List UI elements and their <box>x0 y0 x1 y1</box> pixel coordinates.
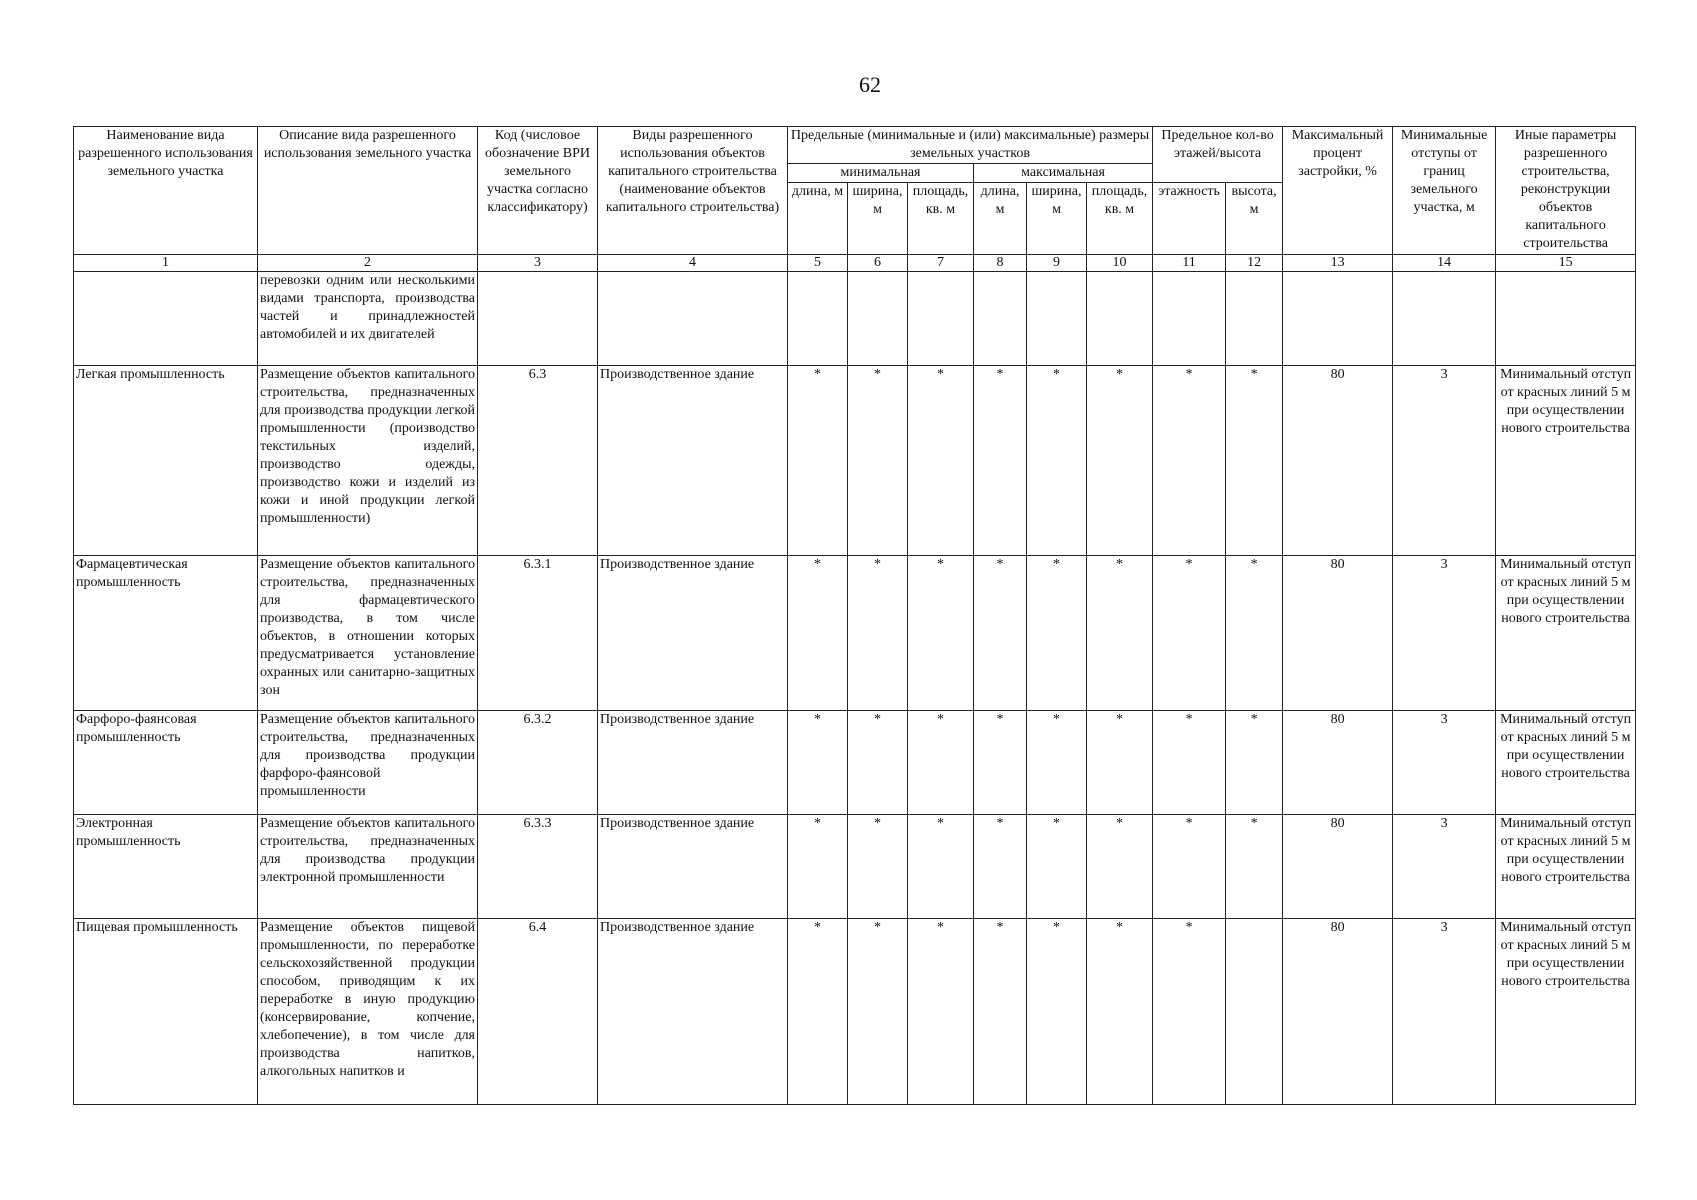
cell-min-offset: 3 <box>1393 366 1496 556</box>
table-row <box>74 815 1636 919</box>
header-min-offsets: Минимальные отступы от границ земельного участка, м <box>1393 127 1496 255</box>
cell-code: 6.3.2 <box>478 711 598 815</box>
header-min-width: ширина, м <box>848 183 908 255</box>
column-number: 5 <box>788 255 848 272</box>
column-number: 13 <box>1283 255 1393 272</box>
cell-min-area: * <box>908 919 974 1105</box>
cell-min-width <box>848 272 908 366</box>
cell-min-length <box>788 272 848 366</box>
cell-min-offset: 3 <box>1393 556 1496 711</box>
cell-code <box>478 272 598 366</box>
cell-max-length: * <box>974 815 1027 919</box>
cell-height: * <box>1226 815 1283 919</box>
cell-max-area: * <box>1087 919 1153 1105</box>
header-minimal: минимальная <box>788 164 974 183</box>
cell-other-params: Минимальный отступ от красных линий 5 м при осуществлении нового строительства <box>1496 815 1636 919</box>
column-number: 4 <box>598 255 788 272</box>
cell-min-offset: 3 <box>1393 815 1496 919</box>
column-number: 10 <box>1087 255 1153 272</box>
cell-min-width: * <box>848 366 908 556</box>
cell-min-area: * <box>908 556 974 711</box>
cell-height <box>1226 272 1283 366</box>
header-height: высота, м <box>1226 183 1283 255</box>
cell-min-offset <box>1393 272 1496 366</box>
header-maximal: максимальная <box>974 164 1153 183</box>
cell-objects: Производственное здание <box>598 711 788 815</box>
table-row <box>74 272 1636 366</box>
cell-min-length: * <box>788 711 848 815</box>
header-max-length: длина, м <box>974 183 1027 255</box>
cell-max-percent: 80 <box>1283 556 1393 711</box>
cell-max-area: * <box>1087 556 1153 711</box>
cell-description: Размещение объектов капитального строительства, предназначенных для производства продукции электронной промышленности <box>258 815 478 919</box>
column-number: 6 <box>848 255 908 272</box>
cell-code: 6.3.1 <box>478 556 598 711</box>
cell-min-width: * <box>848 711 908 815</box>
cell-other-params <box>1496 272 1636 366</box>
header-code: Код (числовое обозначение ВРИ земельного участка согласно классификатору) <box>478 127 598 255</box>
cell-max-width: * <box>1027 815 1087 919</box>
cell-description: Размещение объектов пищевой промышленности, по переработке сельскохозяйственной продукции способом, приводящим к их переработке в иную продукцию (консервирование, копчение, хлебопечение), в том числе для производства напитков, алкогольных напитков и <box>258 919 478 1105</box>
cell-min-area <box>908 272 974 366</box>
header-limits: Предельные (минимальные и (или) максимальные) размеры земельных участков <box>788 127 1153 164</box>
cell-objects: Производственное здание <box>598 919 788 1105</box>
cell-objects <box>598 272 788 366</box>
cell-max-area: * <box>1087 366 1153 556</box>
column-number: 2 <box>258 255 478 272</box>
column-number: 8 <box>974 255 1027 272</box>
cell-description: Размещение объектов капитального строительства, предназначенных для производства продукции легкой промышленности (производство текстильных изделий, производство одежды, производство кожи и изделий из кожи и иной продукции легкой промышленности) <box>258 366 478 556</box>
cell-floors: * <box>1153 556 1226 711</box>
cell-max-percent: 80 <box>1283 919 1393 1105</box>
cell-min-length: * <box>788 919 848 1105</box>
column-number: 11 <box>1153 255 1226 272</box>
column-number: 9 <box>1027 255 1087 272</box>
table-body <box>74 272 1636 1105</box>
cell-height: * <box>1226 366 1283 556</box>
cell-other-params: Минимальный отступ от красных линий 5 м при осуществлении нового строительства <box>1496 556 1636 711</box>
column-numbers-row <box>74 255 1636 272</box>
cell-max-percent: 80 <box>1283 366 1393 556</box>
header-max-width: ширина, м <box>1027 183 1087 255</box>
cell-min-length: * <box>788 556 848 711</box>
cell-min-area: * <box>908 815 974 919</box>
table-row <box>74 919 1636 1105</box>
header-name: Наименование вида разрешенного использования земельного участка <box>74 127 258 255</box>
table-row <box>74 556 1636 711</box>
cell-code: 6.3.3 <box>478 815 598 919</box>
cell-min-length: * <box>788 366 848 556</box>
cell-floors: * <box>1153 366 1226 556</box>
cell-floors: * <box>1153 711 1226 815</box>
cell-max-percent: 80 <box>1283 815 1393 919</box>
cell-min-offset: 3 <box>1393 919 1496 1105</box>
column-number: 12 <box>1226 255 1283 272</box>
header-other-params: Иные параметры разрешенного строительства, реконструкции объектов капитального строительства <box>1496 127 1636 255</box>
cell-floors: * <box>1153 919 1226 1105</box>
cell-objects: Производственное здание <box>598 366 788 556</box>
cell-max-width: * <box>1027 556 1087 711</box>
cell-code: 6.4 <box>478 919 598 1105</box>
cell-min-width: * <box>848 919 908 1105</box>
cell-objects: Производственное здание <box>598 815 788 919</box>
cell-floors: * <box>1153 815 1226 919</box>
table-row <box>74 711 1636 815</box>
cell-name: Электронная промышленность <box>74 815 258 919</box>
header-min-area: площадь, кв. м <box>908 183 974 255</box>
cell-max-area: * <box>1087 711 1153 815</box>
cell-max-percent: 80 <box>1283 711 1393 815</box>
cell-name: Легкая промышленность <box>74 366 258 556</box>
cell-max-length <box>974 272 1027 366</box>
cell-name: Фарфоро-фаянсовая промышленность <box>74 711 258 815</box>
cell-min-area: * <box>908 711 974 815</box>
page-number: 62 <box>859 72 881 97</box>
cell-description: перевозки одним или несколькими видами транспорта, производства частей и принадлежностей автомобилей и их двигателей <box>258 272 478 366</box>
cell-objects: Производственное здание <box>598 556 788 711</box>
cell-height <box>1226 919 1283 1105</box>
cell-min-width: * <box>848 556 908 711</box>
column-number: 15 <box>1496 255 1636 272</box>
cell-max-percent <box>1283 272 1393 366</box>
cell-other-params: Минимальный отступ от красных линий 5 м при осуществлении нового строительства <box>1496 919 1636 1105</box>
header-description: Описание вида разрешенного использования земельного участка <box>258 127 478 255</box>
header-max-percent: Максимальный процент застройки, % <box>1283 127 1393 255</box>
cell-max-width: * <box>1027 711 1087 815</box>
column-number: 1 <box>74 255 258 272</box>
cell-max-width <box>1027 272 1087 366</box>
cell-description: Размещение объектов капитального строительства, предназначенных для фармацевтического производства, в том числе объектов, в отношении которых предусматривается установление охранных или санитарно-защитных зон <box>258 556 478 711</box>
column-number: 7 <box>908 255 974 272</box>
cell-height: * <box>1226 556 1283 711</box>
cell-max-width: * <box>1027 919 1087 1105</box>
cell-name: Пищевая промышленность <box>74 919 258 1105</box>
cell-max-length: * <box>974 556 1027 711</box>
cell-name <box>74 272 258 366</box>
header-max-area: площадь, кв. м <box>1087 183 1153 255</box>
column-number: 3 <box>478 255 598 272</box>
cell-floors <box>1153 272 1226 366</box>
header-min-length: длина, м <box>788 183 848 255</box>
cell-max-length: * <box>974 711 1027 815</box>
cell-max-width: * <box>1027 366 1087 556</box>
column-number: 14 <box>1393 255 1496 272</box>
header-floors: этажность <box>1153 183 1226 255</box>
cell-min-length: * <box>788 815 848 919</box>
cell-min-width: * <box>848 815 908 919</box>
header-objects: Виды разрешенного использования объектов капитального строительства (наименование объектов капитального строительства) <box>598 127 788 255</box>
table-header <box>74 127 1636 272</box>
table-row <box>74 366 1636 556</box>
cell-other-params: Минимальный отступ от красных линий 5 м при осуществлении нового строительства <box>1496 366 1636 556</box>
cell-min-area: * <box>908 366 974 556</box>
cell-max-area: * <box>1087 815 1153 919</box>
cell-other-params: Минимальный отступ от красных линий 5 м при осуществлении нового строительства <box>1496 711 1636 815</box>
header-floors-height: Предельное кол-во этажей/высота <box>1153 127 1283 183</box>
cell-max-length: * <box>974 366 1027 556</box>
cell-description: Размещение объектов капитального строительства, предназначенных для производства продукции фарфоро-фаянсовой промышленности <box>258 711 478 815</box>
cell-max-area <box>1087 272 1153 366</box>
cell-max-length: * <box>974 919 1027 1105</box>
cell-min-offset: 3 <box>1393 711 1496 815</box>
zoning-table <box>73 126 1636 1105</box>
cell-code: 6.3 <box>478 366 598 556</box>
cell-name: Фармацевтическая промышленность <box>74 556 258 711</box>
cell-height: * <box>1226 711 1283 815</box>
